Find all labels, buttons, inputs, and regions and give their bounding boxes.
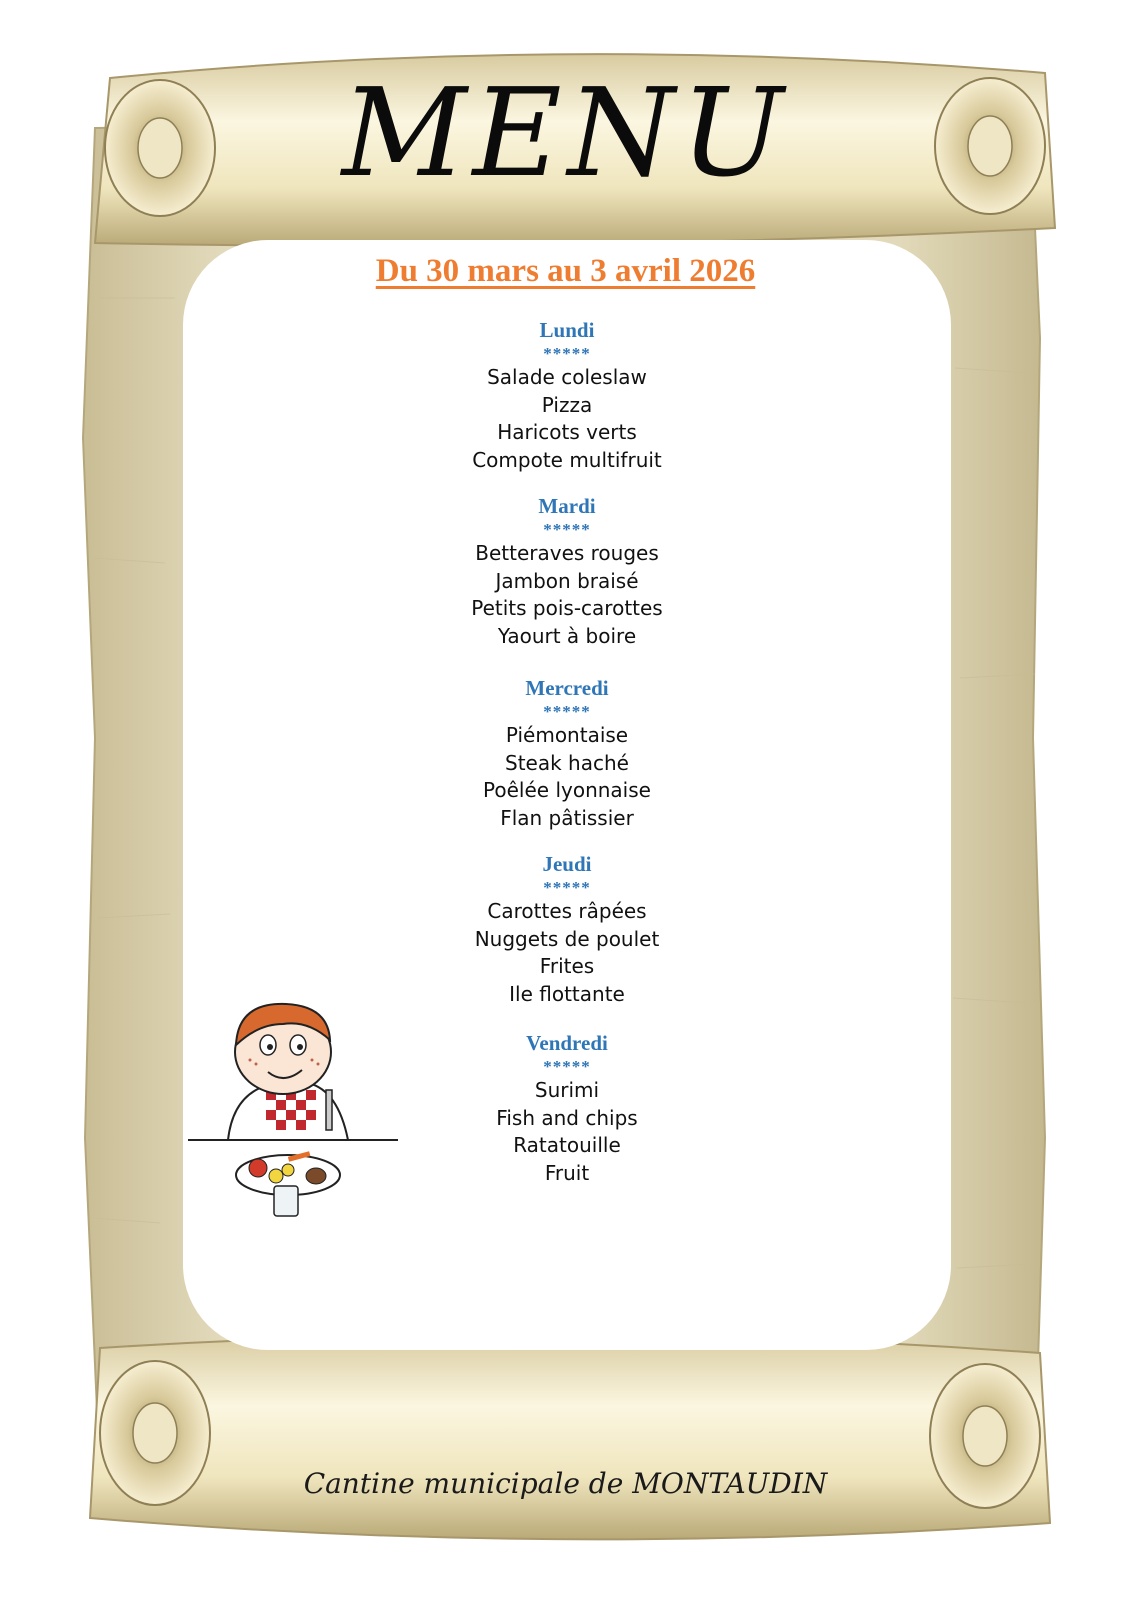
dish-starter: Betteraves rouges bbox=[475, 541, 659, 565]
footer-signature: Cantine municipale de MONTAUDIN bbox=[303, 1467, 828, 1500]
dish-starter: Piémontaise bbox=[505, 723, 629, 747]
dish-main: Nuggets de poulet bbox=[474, 926, 660, 951]
day-heading: Vendredi bbox=[526, 1031, 608, 1055]
day-jeudi bbox=[183, 852, 951, 1008]
child-eating-illustration bbox=[188, 990, 398, 1220]
dish-starter: Carottes râpées bbox=[487, 899, 647, 923]
day-separator: ***** bbox=[543, 702, 591, 721]
dish-dessert: Compote multifruit bbox=[472, 447, 662, 472]
dish-side: Ratatouille bbox=[513, 1133, 621, 1157]
dish-side: Petits pois-carottes bbox=[471, 596, 663, 620]
day-separator: ***** bbox=[543, 1057, 591, 1076]
day-heading: Mercredi bbox=[525, 676, 609, 700]
dish-main: Steak haché bbox=[505, 750, 629, 775]
day-separator: ***** bbox=[543, 878, 591, 897]
menu-period: Du 30 mars au 3 avril 2026 bbox=[375, 253, 756, 289]
day-heading: Jeudi bbox=[542, 852, 592, 876]
dish-dessert: Yaourt à boire bbox=[497, 623, 637, 648]
day-separator: ***** bbox=[543, 344, 591, 363]
dish-dessert: Fruit bbox=[544, 1160, 590, 1185]
day-lundi bbox=[183, 318, 951, 474]
dish-dessert: Ile flottante bbox=[509, 981, 625, 1006]
dish-main: Pizza bbox=[541, 392, 593, 417]
day-heading: Mardi bbox=[538, 494, 596, 518]
dish-side: Haricots verts bbox=[497, 420, 637, 444]
dish-main: Fish and chips bbox=[496, 1105, 638, 1130]
dish-side: Frites bbox=[539, 954, 595, 978]
menu-title: MENU bbox=[341, 62, 790, 204]
dish-main: Jambon braisé bbox=[495, 568, 639, 593]
dish-side: Poêlée lyonnaise bbox=[483, 778, 651, 802]
dish-starter: Surimi bbox=[534, 1078, 600, 1102]
day-mercredi bbox=[183, 676, 951, 832]
dish-starter: Salade coleslaw bbox=[487, 365, 647, 389]
dish-dessert: Flan pâtissier bbox=[500, 805, 634, 830]
day-separator: ***** bbox=[543, 520, 591, 539]
day-heading: Lundi bbox=[539, 318, 595, 342]
day-mardi bbox=[183, 494, 951, 650]
